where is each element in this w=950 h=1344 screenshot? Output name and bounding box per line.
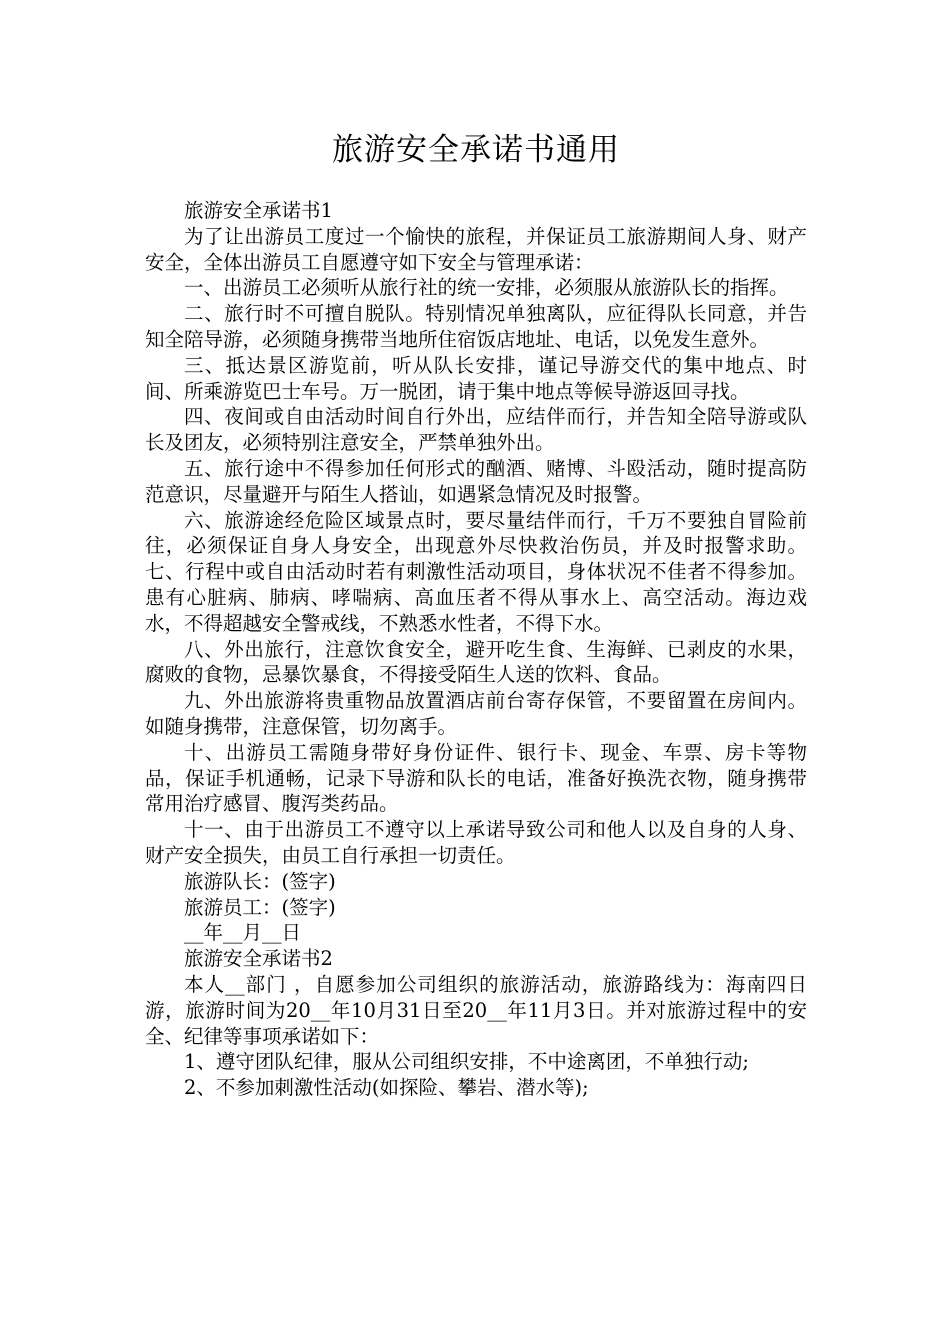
document-title: 旅游安全承诺书通用	[332, 132, 620, 168]
employee-signature-line: 旅游员工：(签字)	[184, 895, 336, 919]
rule-8: 八、外出旅行，注意饮食安全，避开吃生食、生海鲜、已剥皮的水果，腐败的食物，忌暴饮暴食，不得接受陌生人送的饮料、食品。	[145, 637, 807, 687]
document-page	[145, 0, 807, 1101]
rule-2: 二、旅行时不可擅自脱队。特别情况单独离队，应征得队长同意，并告知全陪导游，必须随身携带当地所住宿饭店地址、电话，以免发生意外。	[145, 302, 807, 351]
document-body	[145, 198, 807, 1101]
rule-1: 一、出游员工必须听从旅行社的统一安排，必须服从旅游队长的指挥。	[184, 276, 789, 300]
section-2-item-1: 1、遵守团队纪律，服从公司组织安排，不中途离团，不单独行动;	[184, 1050, 749, 1074]
rule-9: 九、外出旅游将贵重物品放置酒店前台寄存保管，不要留置在房间内。如随身携带，注意保管，切勿离手。	[145, 689, 807, 738]
leader-signature-line: 旅游队长：(签字)	[184, 869, 336, 893]
rule-3: 三、抵达景区游览前，听从队长安排，谨记导游交代的集中地点、时间、所乘游览巴士车号。万一脱团，请于集中地点等候导游返回寻找。	[145, 353, 807, 403]
rule-11: 十一、由于出游员工不遵守以上承诺导致公司和他人以及自身的人身、财产安全损失，由员工自行承担一切责任。	[145, 818, 807, 867]
section-2-item-2: 2、不参加刺激性活动(如探险、攀岩、潜水等);	[184, 1076, 589, 1100]
section-heading-2: 旅游安全承诺书2	[184, 947, 333, 971]
rule-6-7: 六、旅游途经危险区域景点时，要尽量结伴而行，千万不要独自冒险前往，必须保证自身人身安全，出现意外尽快救治伤员，并及时报警求助。七、行程中或自由活动时若有刺激性活动项目，身体状况不佳者不得参加。患有心脏病、肺病、哮喘病、高血压者不得从事水上、高空活动。海边戏水，不得超越安全警戒线，不熟悉水性者，不得下水。	[145, 508, 807, 635]
section-heading-1: 旅游安全承诺书1	[184, 199, 333, 222]
section-2-intro: 本人__部门 ，自愿参加公司组织的旅游活动，旅游路线为：海南四日游，旅游时间为20__年10月31日至20__年11月3日。并对旅游过程中的安全、纪律等事项承诺如下：	[145, 972, 807, 1048]
rule-10: 十、出游员工需随身带好身份证件、银行卡、现金、车票、房卡等物品，保证手机通畅，记录下导游和队长的电话，准备好换洗衣物，随身携带常用治疗感冒、腹泻类药品。	[145, 740, 807, 816]
rule-5: 五、旅行途中不得参加任何形式的酗酒、赌博、斗殴活动，随时提高防范意识，尽量避开与陌生人搭讪，如遇紧急情况及时报警。	[145, 456, 807, 506]
rule-4: 四、夜间或自由活动时间自行外出，应结伴而行，并告知全陪导游或队长及团友，必须特别注意安全，严禁单独外出。	[145, 405, 807, 455]
intro-paragraph: 为了让出游员工度过一个愉快的旅程，并保证员工旅游期间人身、财产安全，全体出游员工自愿遵守如下安全与管理承诺：	[145, 224, 807, 274]
date-line: __年__月__日	[184, 921, 302, 945]
